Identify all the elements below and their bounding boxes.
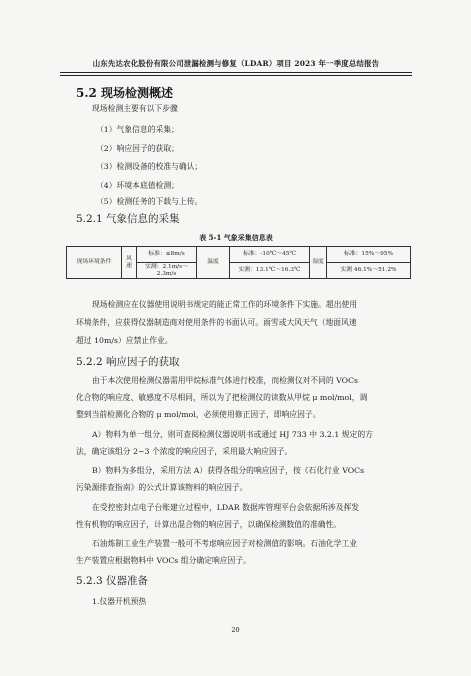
step-item: （3）检测设备的校准与确认； <box>96 162 203 171</box>
env-cell: 现场环境条件 <box>67 247 122 279</box>
section-5-2-1-title: 5.2.1 气象信息的采集 <box>76 213 180 225</box>
section-5-2-title: 5.2 现场检测概述 <box>76 86 174 100</box>
step-item: （5）检测任务的下载与上传。 <box>96 197 203 206</box>
para-line: 现场检测应在仪器使用说明书规定的能正常工作的环境条件下实施。超出使用 <box>92 300 358 309</box>
para-line: 法，确定该组分 2~3 个浓度的响应因子，采用最大响应因子。 <box>76 447 293 456</box>
para-line: 污染源排查指南》的公式计算该物料的响应因子。 <box>76 483 248 492</box>
temp-header: 温度 <box>197 247 230 279</box>
para-line: 由于本次使用检测仪器需用甲烷标准气体进行校准，而检测仪对不同的 VOCs <box>92 376 359 385</box>
step-item: （2）响应因子的获取； <box>96 144 179 153</box>
humidity-header: 湿度 <box>310 247 327 279</box>
temp-measured: 实测：13.1℃～16.3℃ <box>230 263 310 279</box>
para-line: B）物料为多组分，采用方法 A）获得各组分的响应因子，按《石化行业 VOCs <box>92 466 365 475</box>
header-rule <box>60 72 412 73</box>
list-item: 1.仪器开机预热 <box>92 597 147 606</box>
header-rule-thin <box>60 75 412 76</box>
step-item: （1）气象信息的采集； <box>96 125 179 134</box>
para-line: 性有机物的响应因子，计算出混合物的响应因子，以确保检测数值的准确性。 <box>76 520 342 529</box>
weather-table <box>66 246 411 279</box>
para-line: 环境条件，应获得仪器制造商对使用条件的书面认可。雨雪或大风天气（地面风速 <box>76 318 357 327</box>
para-line: 整到当前检测化合物的 μ mol/mol，必须使用修正因子，即响应因子。 <box>76 410 321 419</box>
page-number: 20 <box>231 626 240 634</box>
humidity-measured: 实测 46.1%～51.2% <box>327 263 411 279</box>
humidity-standard: 标准：15%～95% <box>327 247 411 263</box>
para-line: 石油炼制工业生产装置一般可不考虑响应因子对检测值的影响。石油化学工业 <box>92 539 358 548</box>
para-line: A）物料为单一组分，则可查阅检测仪器说明书或通过 HJ 733 中 3.2.1 规定的方 <box>92 430 373 439</box>
page-header: 山东先达农化股份有限公司泄漏检测与修复（LDAR）项目 2023 年一季度总结报告 <box>92 59 380 68</box>
temp-standard: 标准：-10℃～45℃ <box>230 247 310 263</box>
para-line: 在受控密封点电子台账建立过程中，LDAR 数据库管理平台会依据所涉及挥发 <box>92 503 360 512</box>
step-item: （4）环境本底值检测； <box>96 181 179 190</box>
section-5-2-2-title: 5.2.2 响应因子的获取 <box>76 356 180 368</box>
wind-measured: 实测：2.1m/s～2.3m/s <box>137 263 197 279</box>
table-caption: 表 5-1 气象采集信息表 <box>199 233 273 242</box>
section-5-2-3-title: 5.2.3 仪器准备 <box>76 575 149 587</box>
wind-header: 风速 <box>122 247 137 279</box>
para-line: 生产装置应根据物料中 VOCs 组分确定响应因子。 <box>76 556 251 565</box>
wind-standard: 标准：≤8m/s <box>137 247 197 263</box>
para-line: 化合物的响应度、敏感度不尽相同，所以为了把检测仪的读数从甲烷 μ mol/mol，调 <box>76 393 368 402</box>
intro-text: 现场检测主要有以下步骤 <box>92 104 178 113</box>
para-line: 超过 10m/s）应禁止作业。 <box>76 336 173 345</box>
